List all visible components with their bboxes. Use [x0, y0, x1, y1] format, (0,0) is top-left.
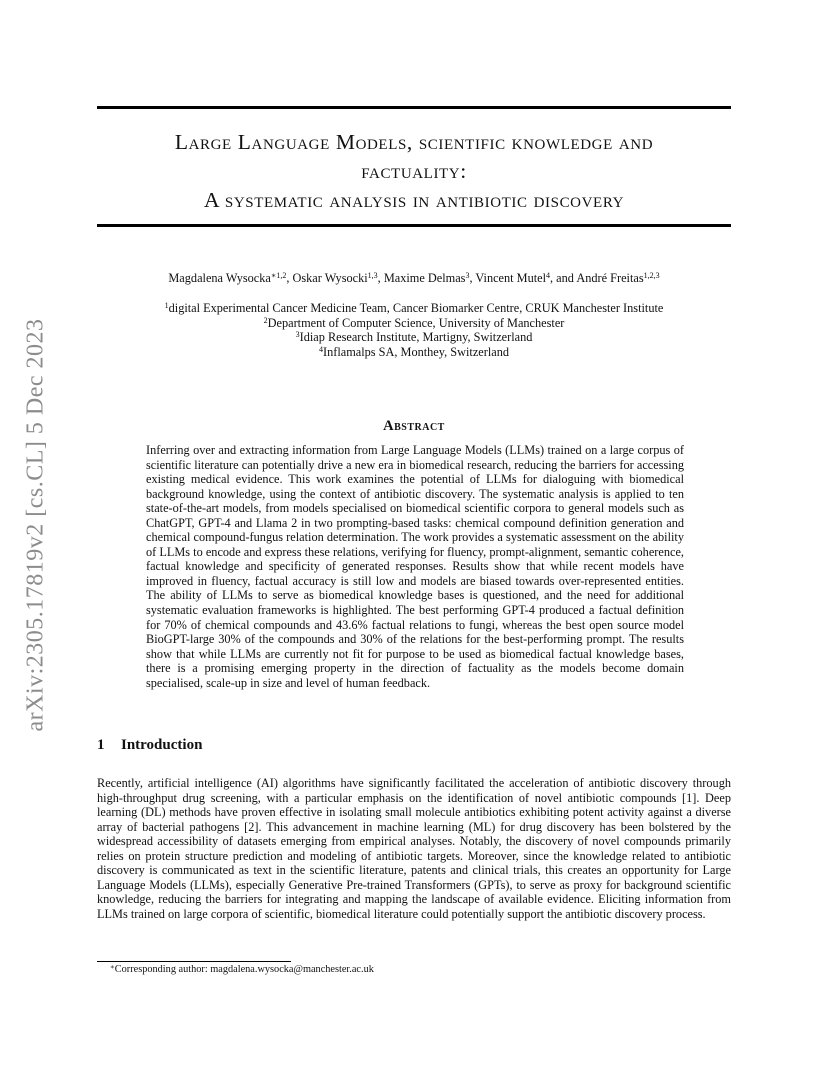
footnote-text: Corresponding author: magdalena.wysocka@manchester.ac.uk — [114, 964, 374, 975]
affiliation-line — [97, 301, 731, 316]
author-name: Magdalena Wysocka — [168, 271, 271, 285]
author-name: André Freitas — [576, 271, 644, 285]
author-name: Vincent Mutel — [475, 271, 547, 285]
author-separator: , and — [550, 271, 577, 285]
section-title: Introduction — [121, 737, 203, 753]
footnote — [110, 963, 710, 976]
paper-title — [97, 128, 731, 215]
affiliation-marker: 2 — [263, 315, 268, 325]
affiliation-marker: 1 — [164, 301, 169, 310]
abstract-text: Inferring over and extracting information from Large Language Models (LLMs) trained on a large corpus of scientific literature can potentially drive a new era in biomedical research, reducing the barriers for accessing existing medical evidence. This work examines the potential of LLMs for dialoguing with biomedical background knowledge, using the context of antibiotic discovery. The systematic analysis is applied to ten state-of-the-art models, from models specialised on biomedical scientific corpora to general models such as ChatGPT, GPT-4 and Llama 2 in two prompting-based tasks: chemical compound definition generation and chemical compound-fungus relation determination. The work provides a systematic assessment on the ability of LLMs to encode and express these relations, verifying for fluency, prompt-alignment, semantic coherence, factual knowledge and specificity of generated responses. Results show that while recent models have improved in fluency, factual accuracy is still low and models are biased towards over-represented entities. The ability of LLMs to serve as biomedical knowledge bases is questioned, and the need for additional systematic evaluation frameworks is highlighted. The best performing GPT-4 produced a factual definition for 70% of chemical compounds and 43.6% factual relations to fungi, whereas the best open source model BioGPT-large 30% of the compounds and 30% of the relations for the best-performing prompt. The results show that while LLMs are currently not fit for purpose to be used as biomedical factual knowledge bases, there is a promising emerging property in the direction of factuality as the models become domain specialised, scale-up in size and level of human feedback. — [146, 443, 684, 690]
author-affiliation-marker: ∗1,2 — [270, 271, 287, 280]
author-name: Oskar Wysocki — [292, 271, 368, 285]
author-affiliation-marker: 3 — [465, 271, 470, 280]
author-separator: , — [469, 271, 476, 285]
affiliation-text: digital Experimental Cancer Medicine Team, Cancer Biomarker Centre, CRUK Manchester Institute — [168, 301, 664, 315]
author-affiliation-marker: 1,2,3 — [643, 271, 660, 280]
title-top-rule — [97, 106, 731, 109]
title-line-1: Large Language Models, scientific knowledge and — [174, 130, 654, 154]
author-affiliation-marker: 1,3 — [367, 271, 378, 280]
affiliation-text: Department of Computer Science, University of Manchester — [267, 315, 565, 330]
author-name: Maxime Delmas — [383, 271, 466, 285]
abstract-heading: Abstract — [383, 418, 445, 434]
author-list — [97, 270, 731, 286]
author-affiliation-marker: 4 — [546, 271, 551, 280]
affiliation-line — [97, 330, 731, 345]
affiliation-marker: 4 — [318, 344, 323, 354]
affiliation-text: Idiap Research Institute, Martigny, Switzerland — [299, 330, 533, 344]
arxiv-identifier-stamp: arXiv:2305.17819v2 [cs.CL] 5 Dec 2023 — [22, 318, 49, 732]
affiliation-text: Inflamalps SA, Monthey, Switzerland — [322, 344, 509, 359]
affiliation-marker: 3 — [295, 330, 300, 339]
affiliation-list — [97, 301, 731, 359]
section-number: 1 — [97, 737, 105, 753]
introduction-paragraph: Recently, artificial intelligence (AI) algorithms have significantly facilitated the acceleration of antibiotic discovery through high-throughput drug screening, with a particular emphasis on the identification of novel antibiotic compounds [1]. Deep learning (DL) methods have proven effective in isolating small molecule antibiotics exhibiting potent activity against a diverse array of bacterial pathogens [2]. This advancement in machine learning (ML) for drug discovery has been bolstered by the widespread accessibility of datasets emerging from empirical analyses. Notably, the discovery of novel compounds primarily relies on protein structure prediction and modeling of antibiotic targets. Moreover, since the knowledge related to antibiotic discovery is communicated as text in the scientific literature, patents and clinical trials, this creates an opportunity for Large Language Models (LLMs), especially Generative Pre-trained Transformers (GPTs), to serve as proxy for background scientific knowledge, reducing the barriers for integrating and mapping the landscape of available evidence. Eliciting information from LLMs trained on large corpora of scientific, biomedical literature could potentially support the antibiotic discovery process. — [97, 776, 731, 921]
footnote-rule — [97, 961, 291, 962]
author-separator: , — [286, 271, 293, 285]
affiliation-line — [97, 316, 731, 331]
title-line-3: A systematic analysis in antibiotic discovery — [203, 188, 625, 212]
affiliation-line — [97, 345, 731, 360]
author-separator: , — [377, 271, 384, 285]
section-heading — [97, 737, 731, 754]
title-line-2: factuality: — [361, 159, 467, 183]
footnote-marker: ∗ — [110, 963, 115, 971]
title-bottom-rule — [97, 224, 731, 227]
